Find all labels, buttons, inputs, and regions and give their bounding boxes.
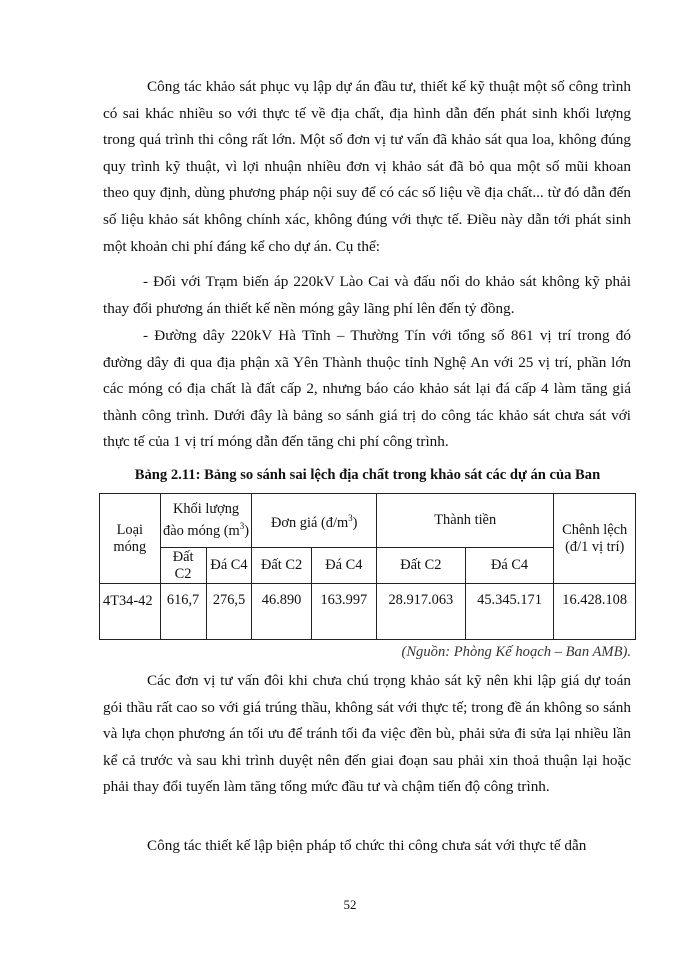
header-chenh-lech: Chênh lệch (đ/1 vị trí): [554, 494, 636, 584]
cell-tt-da: 45.345.171: [465, 584, 554, 640]
table-source: (Nguồn: Phòng Kế hoạch – Ban AMB).: [401, 644, 631, 660]
cell-dg-dat: 46.890: [252, 584, 311, 640]
cell-tt-dat: 28.917.063: [377, 584, 466, 640]
paragraph-consultants: Các đơn vị tư vấn đôi khi chưa chú trọng khảo sát kỹ nên khi lập giá dự toán gói thầu rất cao so với giá trúng thầu, không sát với thực tế; trong đề án không so sánh và lựa chọn phương án tối ưu để tránh tối đa việc đền bù, phải sửa đi sửa lại nhiều lần kể cả trước và sau khi trình duyệt nên đến giai đoạn sau phải xin thoả thuận lại hoặc phải thay đổi tuyến làm tăng tổng mức đầu tư và chậm tiến độ công trình.: [103, 672, 631, 796]
header-don-gia: Đơn giá $(đ/m^3)$: [252, 494, 377, 548]
cell-kl-dat: 616,7: [160, 584, 206, 640]
subheader-dat-c2-dg: Đất C2: [252, 548, 311, 584]
table-row: [100, 584, 636, 640]
bullet-lao-cai: - Đối với Trạm biến áp 220kV Lào Cai và đấu nối do khảo sát không kỹ phải thay đổi phương án thiết kế nền móng gây lãng phí lên đến tỷ đồng.: [103, 273, 631, 317]
table-caption: Bảng 2.11: Bảng so sánh sai lệch địa chất trong khảo sát các dự án của Ban: [134, 467, 601, 483]
subheader-da-c4-tt: Đá C4: [465, 548, 554, 584]
subheader-da-c4-kl: Đá C4: [206, 548, 252, 584]
bullet-ha-tinh: - Đường dây 220kV Hà Tĩnh – Thường Tín với tổng số 861 vị trí trong đó đường dây đi qua địa phận xã Yên Thành thuộc tỉnh Nghệ An với 25 vị trí, phần lớn các móng có địa chất là đất cấp 2, nhưng báo cáo khảo sát lại đá cấp 4 làm tăng giá thành công trình. Dưới đây là bảng so sánh giá trị do công tác khảo sát chưa sát với thực tế của 1 vị trí móng dẫn đến tăng chi phí công trình.: [103, 327, 631, 451]
cell-loai: 4T34-42: [100, 584, 161, 640]
cell-kl-da: 276,5: [206, 584, 252, 640]
cell-dg-da: 163.997: [311, 584, 376, 640]
header-thanh-tien: Thành tiền: [377, 494, 554, 548]
subheader-da-c4-dg: Đá C4: [311, 548, 376, 584]
page-number: 52: [343, 897, 357, 912]
geology-comparison-table: [99, 493, 636, 640]
header-khoi-luong: Khối lượng đào móng $(m^3)$: [160, 494, 252, 548]
paragraph-survey-intro: Công tác khảo sát phục vụ lập dự án đầu tư, thiết kế kỹ thuật một số công trình có sai khác nhiều so với thực tế về địa chất, địa hình dẫn đến phát sinh khối lượng trong quá trình thi công rất lớn. Một số đơn vị tư vấn đã khảo sát qua loa, không đúng quy trình kỹ thuật, vì lợi nhuận nhiều đơn vị khảo sát đã bỏ qua một số mũi khoan theo quy định, dùng phương pháp nội suy để có các số liệu về địa chất... từ đó dẫn đến số liệu khảo sát không chính xác, không đúng với thực tế. Điều này dẫn tới phát sinh một khoản chi phí đáng kể cho dự án. Cụ thể:: [103, 78, 631, 255]
subheader-dat-c2-kl: Đất C2: [160, 548, 206, 584]
header-loai-mong: Loại móng: [100, 494, 161, 584]
paragraph-construction-design: Công tác thiết kế lập biện pháp tổ chức thi công chưa sát với thực tế dẫn: [147, 837, 587, 854]
subheader-dat-c2-tt: Đất C2: [377, 548, 466, 584]
table-header-row: [100, 494, 636, 548]
cell-chenh-lech: 16.428.108: [554, 584, 636, 640]
